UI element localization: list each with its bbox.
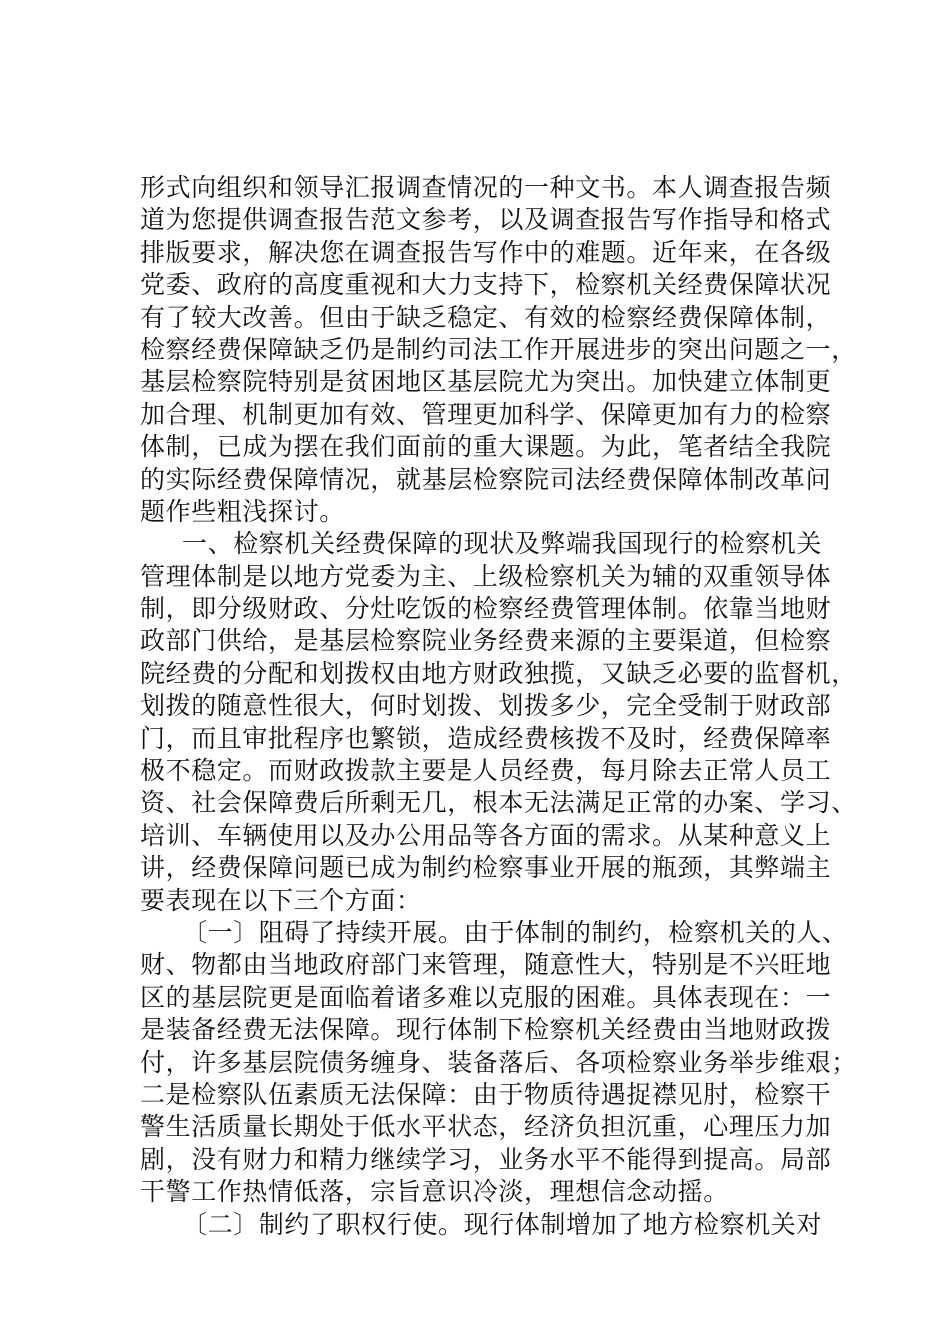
subsection-heading-line: 〔一〕阻碍了持续开展。由于体制的制约，检察机关的人、 — [182, 917, 848, 947]
document-body — [140, 172, 857, 1241]
text-line: 付，许多基层院债务缠身、装备落后、各项检察业务举步维艰； — [140, 1047, 857, 1077]
text-line: 资、社会保障费后所剩无几，根本无法满足正常的办案、学习、 — [140, 788, 857, 818]
text-line: 排版要求，解决您在调查报告写作中的难题。近年来，在各级 — [140, 237, 832, 267]
section-heading-line: 一、检察机关经费保障的现状及弊端我国现行的检察机关 — [182, 529, 823, 559]
text-line: 的实际经费保障情况，就基层检察院司法经费保障体制改革问 — [140, 464, 832, 494]
text-line: 门，而且审批程序也繁锁，造成经费核拨不及时，经费保障率 — [140, 723, 832, 753]
text-line: 划拨的随意性很大，何时划拨、划拨多少，完全受制于财政部 — [140, 691, 832, 721]
text-line: 财、物都由当地政府部门来管理，随意性大，特别是不兴旺地 — [140, 950, 832, 980]
text-line: 院经费的分配和划拨权由地方财政独揽，又缺乏必要的监督机， — [140, 658, 857, 688]
text-line: 区的基层院更是面临着诸多难以克服的困难。具体表现在：一 — [140, 982, 832, 1012]
text-line: 有了较大改善。但由于缺乏稳定、有效的检察经费保障体制， — [140, 302, 832, 332]
text-line: 加合理、机制更加有效、管理更加科学、保障更加有力的检察 — [140, 399, 832, 429]
text-line: 要表现在以下三个方面： — [140, 885, 422, 915]
text-line: 检察经费保障缺乏仍是制约司法工作开展进步的突出问题之一， — [140, 334, 857, 364]
text-line: 警生活质量长期处于低水平状态，经济负担沉重，心理压力加 — [140, 1112, 832, 1142]
text-line: 管理体制是以地方党委为主、上级检察机关为辅的双重领导体 — [140, 561, 832, 591]
text-line: 干警工作热情低落，宗旨意识冷淡，理想信念动摇。 — [140, 1177, 729, 1207]
subsection-heading-line: 〔二〕制约了职权行使。现行体制增加了地方检察机关对 — [182, 1209, 823, 1239]
text-line: 极不稳定。而财政拨款主要是人员经费，每月除去正常人员工 — [140, 756, 832, 786]
text-line: 形式向组织和领导汇报调查情况的一种文书。本人调查报告频 — [140, 173, 832, 202]
text-line: 培训、车辆使用以及办公用品等各方面的需求。从某种意义上 — [140, 820, 832, 850]
text-line: 道为您提供调查报告范文参考，以及调查报告写作指导和格式 — [140, 205, 832, 235]
text-line: 体制，已成为摆在我们面前的重大课题。为此，笔者结全我院 — [140, 432, 832, 462]
text-line: 政部门供给，是基层检察院业务经费来源的主要渠道，但检察 — [140, 626, 832, 656]
text-line: 二是检察队伍素质无法保障：由于物质待遇捉襟见肘，检察干 — [140, 1079, 832, 1109]
text-line: 讲，经费保障问题已成为制约检察事业开展的瓶颈，其弊端主 — [140, 853, 832, 883]
text-line: 剧，没有财力和精力继续学习，业务水平不能得到提高。局部 — [140, 1144, 832, 1174]
text-line: 是装备经费无法保障。现行体制下检察机关经费由当地财政拨 — [140, 1015, 832, 1045]
text-line: 制，即分级财政、分灶吃饭的检察经费管理体制。依靠当地财 — [140, 594, 832, 624]
text-line: 题作些粗浅探讨。 — [140, 496, 345, 526]
text-line: 基层检察院特别是贫困地区基层院尤为突出。加快建立体制更 — [140, 367, 832, 397]
text-line: 党委、政府的高度重视和大力支持下，检察机关经费保障状况 — [140, 270, 832, 300]
